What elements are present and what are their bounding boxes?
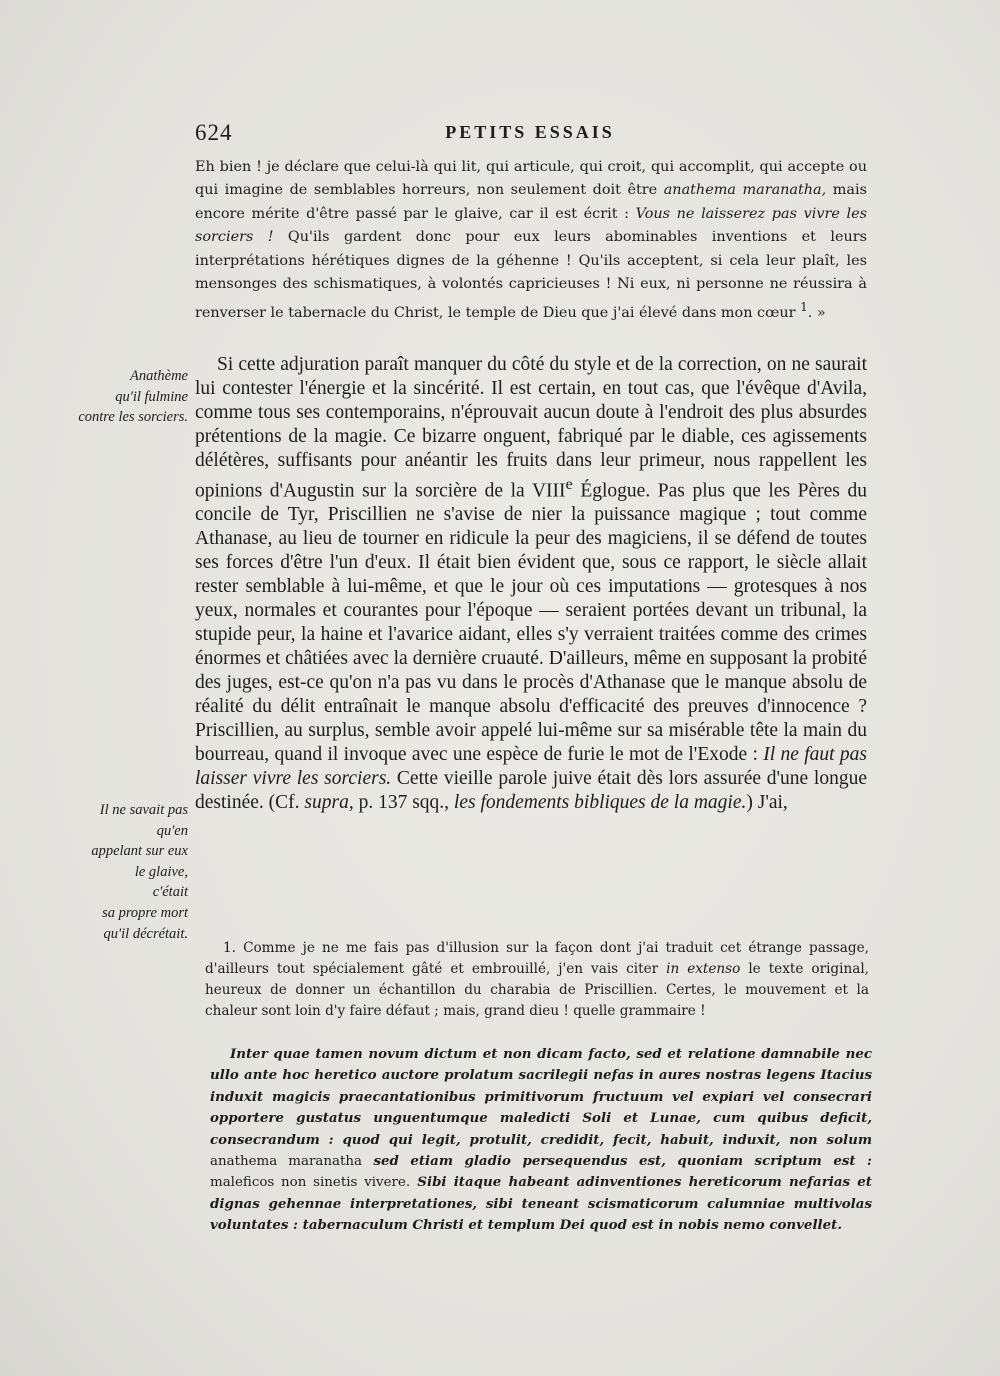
margin-note-line: c'était	[152, 884, 188, 901]
margin-note-anatheme	[60, 366, 188, 428]
margin-note-line: qu'il fulmine	[115, 388, 188, 405]
footnote-ref: 1	[800, 300, 808, 315]
ordinal-superscript: e	[565, 474, 573, 493]
quote-exodus: Vous ne laisserez pas vivre les sorciers !	[195, 205, 868, 246]
main-supra: supra,	[304, 791, 354, 813]
margin-note-line: Anathème	[130, 368, 188, 384]
main-text-2: Églogue. Pas plus que les Pères du concile de Tyr, Priscillien ne s'avise de nier la puissance magique ; tout comme Athanase, au lieu de tourner en ridicule la peur des magiciens, il se défend de toutes ses forces d'être l'un d'eux. Il était bien évident que, sous ce rapport, le siècle allait rester semblable à lui-même, et que le jour où ces imputations — grotesques à nos yeux, normales et courantes pour l'époque — seraient portées devant un tribunal, la stupide peur, la haine et l'avarice aidant, elles s'y verraient traitées comme des crimes énormes et châtiées avec la dernière cruauté. D'ailleurs, même en supposant la probité des juges, est-ce qu'on n'a pas vu dans le procès d'Athanase que le manque absolu de réalité du délit entraînait le manque absolu d'efficacité des preuves d'innocence ? Priscillien, au surplus, semble avoir appelé lui-même sur sa misérable tête la main du bourreau, quand il invoque avec une espèce de furie le mot de l'Exode :	[195, 480, 868, 765]
latin-anathema: anathema maranatha	[210, 1154, 362, 1170]
margin-note-line: Il ne savait pas	[99, 802, 188, 818]
latin-original-text	[210, 1044, 872, 1237]
margin-note-line: qu'il décrétait.	[103, 925, 188, 942]
quote-text-3: Qu'ils gardent donc pour eux leurs abominables inventions et leurs interprétations hérétiques dignes de la géhenne ! Qu'ils acceptent, si cela leur plaît, les mensonges des schismatiques, à volontés capricieuses ! Ni eux, ni personne ne réussira à renverser le tabernacle du Christ, le temple de Dieu que j'ai élevé dans mon cœur	[195, 229, 867, 322]
main-text-1: Si cette adjuration paraît manquer du côté du style et de la correction, on ne saurait lui contester l'énergie et la sincérité. Il est certain, en tout cas, que l'évêque d'Avila, comme tous ses contemporains, n'éprouvait aucun doute à l'endroit des plus absurdes prétentions de la magie. Ce bizarre onguent, fabriqué par le diable, ces agissements délétères, suffisants pour anéantir les fruits dans leur primeur, nous rappellent les opinions d'Augustin sur la sorcière de la VIII	[195, 354, 867, 502]
main-paragraph	[195, 353, 867, 815]
latin-text-2: sed etiam gladio persequendus est, quoniam scriptum est :	[361, 1153, 872, 1170]
page-header	[195, 120, 865, 150]
footnote-text-1: 1. Comme je ne me fais pas d'illusion sur la façon dont j'ai traduit cet étrange passage, d'ailleurs tout spécialement gâté et embrouillé, j'en vais citer	[205, 940, 869, 977]
quote-text-4: . »	[807, 305, 826, 322]
quote-text-1: Eh bien ! je déclare que celui-là qui lit, qui articule, qui croit, qui accomplit, qui accepte ou qui imagine de semblables horreurs, non seulement doit être	[195, 159, 867, 199]
footnote-in-extenso: in extenso	[666, 961, 741, 977]
main-exodus-quote: Il ne faut pas laisser vivre les sorciers.	[195, 743, 867, 789]
quoted-translation	[195, 156, 867, 326]
main-text-4: p. 137 sqq.,	[353, 791, 454, 813]
latin-text-3: Sibi itaque habeant adinventiones hereticorum nefarias et dignas gehennae interpretationes, sibi teneant scismaticorum calumniae multivolas voluntates : tabernaculum Christi et templum Dei quod est in nobis nemo convellet.	[210, 1174, 872, 1234]
running-title: PETITS ESSAIS	[445, 122, 615, 142]
margin-note-line: appelant sur eux	[91, 843, 188, 860]
margin-note-line: contre les sorciers.	[78, 409, 188, 426]
margin-note-line: le glaive,	[134, 863, 188, 880]
main-reference-title: les fondements bibliques de la magie.	[453, 791, 747, 813]
margin-note-line: qu'en	[156, 822, 188, 839]
latin-text-1: Inter quae tamen novum dictum et non dicam facto, sed et relatione damnabile nec ullo ante hoc heretico auctore prolatum sacrilegii nefas in aures nostras legens Itacius induxit magicis praecantationibus primitivorum fructuum vel expiari vel consecrari opportere gustatus unguentumque maledicti Soli et Lunae, cum quibus deficit, consecrandum : quod qui legit, protulit, credidit, fecit, habuit, induxit, non solum	[210, 1046, 872, 1148]
footnote	[205, 938, 869, 1022]
quote-anathema: anathema maranatha,	[663, 182, 827, 199]
margin-note-line: sa propre mort	[102, 904, 188, 921]
main-text-3: Cette vieille parole juive était dès lors assurée d'une longue destinée. (Cf.	[195, 767, 867, 813]
main-text-5: ) J'ai,	[746, 791, 788, 813]
quote-text-2: mais encore mérite d'être passé par le glaive, car il est écrit :	[195, 182, 867, 222]
footnote-text-2: le texte original, heureux de donner un échantillon du charabia de Priscillien. Certes, le mouvement et la chaleur sont loin d'y faire défaut ; mais, grand dieu ! quelle grammaire !	[205, 961, 869, 1019]
margin-note-glaive	[60, 800, 188, 944]
page-number: 624	[195, 120, 233, 145]
latin-maleficos: maleficos non sinetis vivere.	[210, 1175, 411, 1191]
